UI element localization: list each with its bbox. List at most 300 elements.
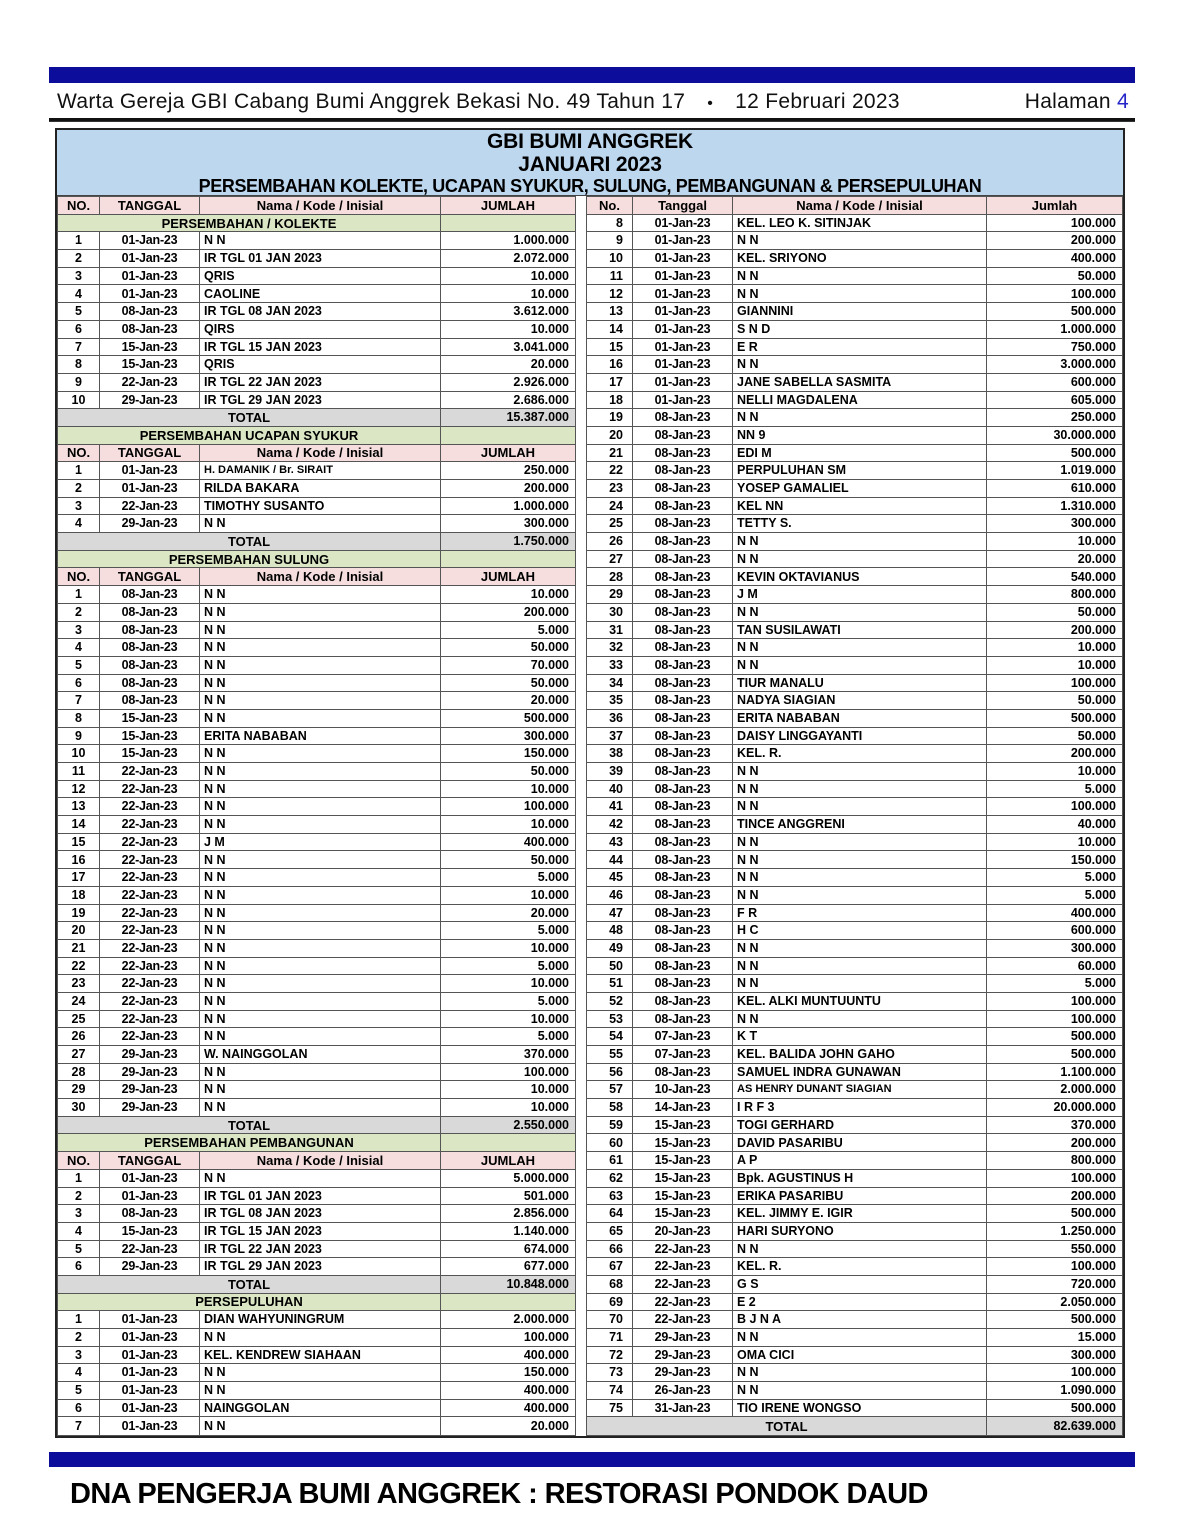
table-row [587, 992, 1123, 1010]
amount-cell: 10.000 [441, 886, 576, 904]
date-cell: 08-Jan-23 [633, 533, 733, 551]
date-cell: 22-Jan-23 [100, 497, 200, 515]
amount-cell: 1.000.000 [441, 497, 576, 515]
name-cell: QIRS [200, 320, 441, 338]
row-number-cell: 59 [587, 1116, 633, 1134]
amount-cell: 400.000 [441, 1382, 576, 1400]
table-row [587, 922, 1123, 940]
row-number-cell: 3 [58, 1346, 100, 1364]
date-cell: 26-Jan-23 [633, 1382, 733, 1400]
table-row [587, 1152, 1123, 1170]
date-cell: 22-Jan-23 [100, 957, 200, 975]
date-cell: 08-Jan-23 [633, 603, 733, 621]
amount-cell: 150.000 [441, 745, 576, 763]
amount-cell: 20.000 [441, 1417, 576, 1436]
table-row [587, 1081, 1123, 1099]
table-row [587, 1382, 1123, 1400]
amount-cell: 10.000 [441, 1099, 576, 1117]
amount-cell: 150.000 [987, 851, 1123, 869]
amount-cell: 10.000 [441, 285, 576, 303]
table-row [587, 320, 1123, 338]
column-header-cell-1: TANGGAL [100, 197, 200, 215]
table-row [587, 674, 1123, 692]
date-cell: 15-Jan-23 [633, 1169, 733, 1187]
amount-cell: 50.000 [441, 639, 576, 657]
amount-cell: 400.000 [987, 250, 1123, 268]
total-label-cell: TOTAL [58, 409, 441, 427]
amount-cell: 20.000 [441, 356, 576, 374]
amount-cell: 50.000 [441, 851, 576, 869]
date-cell: 08-Jan-23 [633, 426, 733, 444]
date-cell: 01-Jan-23 [633, 267, 733, 285]
amount-cell: 2.072.000 [441, 250, 576, 268]
name-cell: TOGI GERHARD [733, 1116, 987, 1134]
name-cell: KEL. JIMMY E. IGIR [733, 1205, 987, 1223]
date-cell: 15-Jan-23 [633, 1152, 733, 1170]
name-cell: DIAN WAHYUNINGRUM [200, 1311, 441, 1329]
date-cell: 22-Jan-23 [100, 1028, 200, 1046]
table-row [587, 356, 1123, 374]
table-row [587, 480, 1123, 498]
row-number-cell: 30 [58, 1099, 100, 1117]
name-cell: N N [200, 692, 441, 710]
name-cell: N N [733, 639, 987, 657]
table-row [587, 833, 1123, 851]
date-cell: 22-Jan-23 [100, 373, 200, 391]
name-cell: N N [200, 992, 441, 1010]
row-number-cell: 11 [58, 763, 100, 781]
amount-cell: 500.000 [987, 1046, 1123, 1064]
row-number-cell: 56 [587, 1063, 633, 1081]
date-cell: 08-Jan-23 [100, 692, 200, 710]
table-row [58, 232, 576, 250]
amount-cell: 20.000.000 [987, 1099, 1123, 1117]
name-cell: N N [200, 1028, 441, 1046]
date-cell: 29-Jan-23 [100, 1099, 200, 1117]
date-cell: 15-Jan-23 [633, 1187, 733, 1205]
date-cell: 22-Jan-23 [100, 816, 200, 834]
name-cell: KEL. SRIYONO [733, 250, 987, 268]
table-row [58, 1222, 576, 1240]
amount-cell: 1.250.000 [987, 1222, 1123, 1240]
row-number-cell: 28 [58, 1063, 100, 1081]
amount-cell: 10.000 [441, 939, 576, 957]
table-row [58, 1081, 576, 1099]
date-cell: 01-Jan-23 [633, 356, 733, 374]
name-cell: S N D [733, 320, 987, 338]
row-number-cell: 43 [587, 833, 633, 851]
name-cell: IR TGL 01 JAN 2023 [200, 1187, 441, 1205]
table-row [58, 886, 576, 904]
row-number-cell: 18 [58, 886, 100, 904]
name-cell: N N [733, 957, 987, 975]
table-row [587, 444, 1123, 462]
table-row [58, 674, 576, 692]
table-row [58, 939, 576, 957]
row-number-cell: 5 [58, 1382, 100, 1400]
row-number-cell: 29 [587, 586, 633, 604]
name-cell: KEL. LEO K. SITINJAK [733, 214, 987, 232]
name-cell: N N [200, 904, 441, 922]
name-cell: DAISY LINGGAYANTI [733, 727, 987, 745]
row-number-cell: 54 [587, 1028, 633, 1046]
amount-cell: 150.000 [441, 1364, 576, 1382]
row-number-cell: 1 [58, 232, 100, 250]
amount-cell: 677.000 [441, 1258, 576, 1276]
row-number-cell: 1 [58, 586, 100, 604]
amount-cell: 750.000 [987, 338, 1123, 356]
date-cell: 15-Jan-23 [100, 338, 200, 356]
column-header-row [587, 197, 1123, 215]
table-row [58, 639, 576, 657]
row-number-cell: 29 [58, 1081, 100, 1099]
row-number-cell: 55 [587, 1046, 633, 1064]
row-number-cell: 15 [58, 833, 100, 851]
row-number-cell: 21 [58, 939, 100, 957]
name-cell: N N [200, 1169, 441, 1187]
name-cell: IR TGL 01 JAN 2023 [200, 250, 441, 268]
name-cell: NAINGGOLAN [200, 1399, 441, 1417]
amount-cell: 10.000 [441, 586, 576, 604]
amount-cell: 500.000 [987, 1399, 1123, 1417]
table-row [587, 1399, 1123, 1417]
row-number-cell: 42 [587, 816, 633, 834]
name-cell: N N [733, 851, 987, 869]
total-label-cell: TOTAL [58, 1116, 441, 1134]
table-row [587, 497, 1123, 515]
date-cell: 08-Jan-23 [633, 869, 733, 887]
row-number-cell: 73 [587, 1364, 633, 1382]
name-cell: KEL. R. [733, 1258, 987, 1276]
date-cell: 01-Jan-23 [633, 285, 733, 303]
name-cell: KEL. ALKI MUNTUUNTU [733, 992, 987, 1010]
table-row [587, 869, 1123, 887]
date-cell: 22-Jan-23 [100, 851, 200, 869]
row-number-cell: 68 [587, 1275, 633, 1293]
table-row [587, 1364, 1123, 1382]
name-cell: N N [733, 409, 987, 427]
amount-cell: 5.000 [441, 1028, 576, 1046]
top-navy-bar [49, 67, 1135, 83]
table-row [58, 621, 576, 639]
amount-cell: 15.000 [987, 1329, 1123, 1347]
name-cell: N N [733, 1382, 987, 1400]
name-cell: TIO IRENE WONGSO [733, 1399, 987, 1417]
date-cell: 22-Jan-23 [100, 939, 200, 957]
amount-cell: 100.000 [987, 992, 1123, 1010]
table-row [587, 409, 1123, 427]
date-cell: 22-Jan-23 [100, 886, 200, 904]
table-row [58, 1205, 576, 1223]
amount-cell: 5.000 [987, 886, 1123, 904]
row-number-cell: 62 [587, 1169, 633, 1187]
amount-cell: 200.000 [441, 480, 576, 498]
table-row [58, 709, 576, 727]
row-number-cell: 61 [587, 1152, 633, 1170]
amount-cell: 10.000 [987, 639, 1123, 657]
date-cell: 08-Jan-23 [633, 462, 733, 480]
amount-cell: 10.000 [987, 763, 1123, 781]
section-header-row [58, 550, 576, 568]
name-cell: I R F 3 [733, 1099, 987, 1117]
date-cell: 22-Jan-23 [100, 833, 200, 851]
name-cell: IR TGL 15 JAN 2023 [200, 1222, 441, 1240]
row-number-cell: 40 [587, 780, 633, 798]
amount-cell: 1.310.000 [987, 497, 1123, 515]
amount-cell: 5.000 [987, 869, 1123, 887]
date-cell: 08-Jan-23 [100, 586, 200, 604]
date-cell: 22-Jan-23 [100, 780, 200, 798]
name-cell: IR TGL 08 JAN 2023 [200, 303, 441, 321]
amount-cell: 100.000 [987, 1010, 1123, 1028]
amount-cell: 370.000 [441, 1046, 576, 1064]
row-number-cell: 36 [587, 709, 633, 727]
column-header-row [58, 444, 576, 462]
name-cell: N N [733, 232, 987, 250]
section-header-row [58, 1293, 576, 1311]
amount-cell: 200.000 [987, 1134, 1123, 1152]
section-title-cell: PERSEMBAHAN UCAPAN SYUKUR [58, 426, 441, 444]
table-row [58, 1169, 576, 1187]
date-cell: 22-Jan-23 [633, 1240, 733, 1258]
name-cell: N N [200, 745, 441, 763]
table-row [587, 1187, 1123, 1205]
date-cell: 15-Jan-23 [633, 1116, 733, 1134]
column-header-cell-1: TANGGAL [100, 444, 200, 462]
table-row [587, 550, 1123, 568]
amount-cell: 500.000 [987, 1205, 1123, 1223]
name-cell: J M [733, 586, 987, 604]
date-cell: 29-Jan-23 [100, 1258, 200, 1276]
date-cell: 08-Jan-23 [633, 727, 733, 745]
amount-cell: 100.000 [987, 1169, 1123, 1187]
row-number-cell: 65 [587, 1222, 633, 1240]
row-number-cell: 50 [587, 957, 633, 975]
date-cell: 31-Jan-23 [633, 1399, 733, 1417]
table-row [58, 727, 576, 745]
date-cell: 01-Jan-23 [100, 480, 200, 498]
table-row [587, 568, 1123, 586]
row-number-cell: 34 [587, 674, 633, 692]
halaman-label: Halaman [1024, 90, 1118, 113]
amount-cell: 100.000 [441, 798, 576, 816]
name-cell: N N [733, 1364, 987, 1382]
date-cell: 08-Jan-23 [633, 816, 733, 834]
name-cell: PERPULUHAN SM [733, 462, 987, 480]
row-number-cell: 4 [58, 1222, 100, 1240]
table-row [58, 851, 576, 869]
amount-cell: 50.000 [987, 692, 1123, 710]
row-number-cell: 37 [587, 727, 633, 745]
amount-cell: 20.000 [987, 550, 1123, 568]
table-row [587, 232, 1123, 250]
column-header-cell-3: JUMLAH [441, 568, 576, 586]
table-row [587, 1099, 1123, 1117]
name-cell: TIUR MANALU [733, 674, 987, 692]
table-row [587, 1116, 1123, 1134]
name-cell: N N [733, 939, 987, 957]
date-cell: 22-Jan-23 [100, 922, 200, 940]
row-number-cell: 38 [587, 745, 633, 763]
date-cell: 29-Jan-23 [100, 391, 200, 409]
row-number-cell: 72 [587, 1346, 633, 1364]
name-cell: YOSEP GAMALIEL [733, 480, 987, 498]
table-row [58, 320, 576, 338]
date-cell: 01-Jan-23 [100, 1311, 200, 1329]
page-number-label [1025, 90, 1129, 114]
row-number-cell: 3 [58, 621, 100, 639]
date-cell: 01-Jan-23 [100, 1364, 200, 1382]
row-number-cell: 53 [587, 1010, 633, 1028]
name-cell: N N [200, 674, 441, 692]
date-cell: 08-Jan-23 [100, 639, 200, 657]
row-number-cell: 7 [58, 692, 100, 710]
amount-cell: 50.000 [987, 267, 1123, 285]
table-row [587, 621, 1123, 639]
amount-cell: 720.000 [987, 1275, 1123, 1293]
row-number-cell: 8 [587, 214, 633, 232]
amount-cell: 50.000 [441, 674, 576, 692]
table-row [58, 1240, 576, 1258]
row-number-cell: 9 [587, 232, 633, 250]
total-row [58, 1275, 576, 1293]
table-row [58, 285, 576, 303]
row-number-cell: 6 [58, 320, 100, 338]
table-row [58, 745, 576, 763]
date-cell: 08-Jan-23 [633, 886, 733, 904]
amount-cell: 100.000 [441, 1329, 576, 1347]
name-cell: OMA CICI [733, 1346, 987, 1364]
amount-cell: 10.000 [441, 267, 576, 285]
date-cell: 29-Jan-23 [100, 1046, 200, 1064]
section-header-row [58, 214, 576, 232]
table-row [587, 1346, 1123, 1364]
table-row [58, 1399, 576, 1417]
section-empty-cell [441, 550, 576, 568]
row-number-cell: 9 [58, 727, 100, 745]
row-number-cell: 5 [58, 656, 100, 674]
issue-date: 12 Februari 2023 [735, 90, 900, 113]
date-cell: 08-Jan-23 [633, 833, 733, 851]
name-cell: N N [200, 922, 441, 940]
name-cell: N N [200, 886, 441, 904]
date-cell: 08-Jan-23 [633, 763, 733, 781]
section-title-cell: PERSEMBAHAN / KOLEKTE [58, 214, 441, 232]
name-cell: N N [733, 869, 987, 887]
row-number-cell: 46 [587, 886, 633, 904]
row-number-cell: 25 [587, 515, 633, 533]
table-row [587, 639, 1123, 657]
column-header-cell-3: Jumlah [987, 197, 1123, 215]
table-row [58, 1382, 576, 1400]
date-cell: 01-Jan-23 [100, 1169, 200, 1187]
table-row [58, 1417, 576, 1436]
amount-cell: 600.000 [987, 373, 1123, 391]
date-cell: 15-Jan-23 [100, 727, 200, 745]
date-cell: 29-Jan-23 [633, 1346, 733, 1364]
section-title-cell: PERSEMBAHAN PEMBANGUNAN [58, 1134, 441, 1152]
date-cell: 01-Jan-23 [100, 250, 200, 268]
date-cell: 08-Jan-23 [633, 1010, 733, 1028]
amount-cell: 400.000 [441, 1399, 576, 1417]
amount-cell: 370.000 [987, 1116, 1123, 1134]
name-cell: N N [200, 709, 441, 727]
date-cell: 29-Jan-23 [100, 515, 200, 533]
name-cell: N N [200, 1010, 441, 1028]
table-row [587, 1046, 1123, 1064]
table-row [587, 745, 1123, 763]
date-cell: 08-Jan-23 [633, 674, 733, 692]
date-cell: 08-Jan-23 [633, 1063, 733, 1081]
amount-cell: 1.090.000 [987, 1382, 1123, 1400]
date-cell: 08-Jan-23 [633, 621, 733, 639]
amount-cell: 550.000 [987, 1240, 1123, 1258]
amount-cell: 2.686.000 [441, 391, 576, 409]
row-number-cell: 35 [587, 692, 633, 710]
date-cell: 22-Jan-23 [633, 1311, 733, 1329]
name-cell: N N [200, 621, 441, 639]
amount-cell: 605.000 [987, 391, 1123, 409]
table-row [58, 992, 576, 1010]
table-row [587, 975, 1123, 993]
date-cell: 22-Jan-23 [633, 1258, 733, 1276]
section-empty-cell [441, 426, 576, 444]
table-row [58, 391, 576, 409]
row-number-cell: 22 [58, 957, 100, 975]
date-cell: 07-Jan-23 [633, 1046, 733, 1064]
name-cell: N N [200, 1099, 441, 1117]
row-number-cell: 6 [58, 674, 100, 692]
row-number-cell: 2 [58, 603, 100, 621]
row-number-cell: 24 [587, 497, 633, 515]
name-cell: N N [200, 1364, 441, 1382]
date-cell: 29-Jan-23 [633, 1329, 733, 1347]
table-row [587, 780, 1123, 798]
table-row [587, 763, 1123, 781]
name-cell: SAMUEL INDRA GUNAWAN [733, 1063, 987, 1081]
amount-cell: 40.000 [987, 816, 1123, 834]
name-cell: N N [200, 957, 441, 975]
row-number-cell: 13 [587, 303, 633, 321]
amount-cell: 50.000 [987, 603, 1123, 621]
date-cell: 29-Jan-23 [633, 1364, 733, 1382]
row-number-cell: 9 [58, 373, 100, 391]
amount-cell: 1.100.000 [987, 1063, 1123, 1081]
column-header-cell-1: Tanggal [633, 197, 733, 215]
row-number-cell: 63 [587, 1187, 633, 1205]
row-number-cell: 12 [58, 780, 100, 798]
date-cell: 22-Jan-23 [100, 992, 200, 1010]
amount-cell: 5.000 [987, 780, 1123, 798]
amount-cell: 200.000 [987, 621, 1123, 639]
row-number-cell: 19 [58, 904, 100, 922]
date-cell: 01-Jan-23 [633, 303, 733, 321]
name-cell: RILDA BAKARA [200, 480, 441, 498]
date-cell: 08-Jan-23 [633, 798, 733, 816]
amount-cell: 5.000 [441, 922, 576, 940]
row-number-cell: 20 [587, 426, 633, 444]
name-cell: H C [733, 922, 987, 940]
name-cell: N N [200, 780, 441, 798]
table-row [587, 727, 1123, 745]
table-row [587, 1169, 1123, 1187]
date-cell: 22-Jan-23 [100, 904, 200, 922]
name-cell: GIANNINI [733, 303, 987, 321]
name-cell: N N [733, 975, 987, 993]
row-number-cell: 3 [58, 497, 100, 515]
date-cell: 08-Jan-23 [100, 303, 200, 321]
table-row [587, 250, 1123, 268]
